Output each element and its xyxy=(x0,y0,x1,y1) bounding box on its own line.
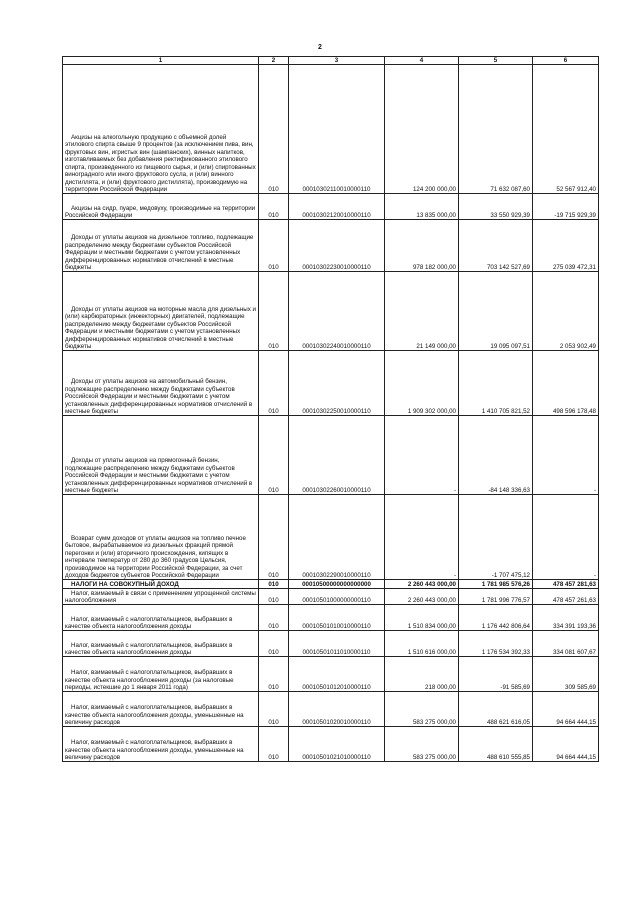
row-unexecuted-cell: -19 715 929,39 xyxy=(533,194,599,220)
row-name-cell xyxy=(63,727,259,762)
row-line-code-cell: 010 xyxy=(259,272,289,351)
header-cell-1: 1 xyxy=(63,57,259,65)
row-name-text: Налог, взимаемый с налогоплательщиков, выбравших в качестве объекта налогообложения доходы xyxy=(65,641,233,656)
row-name-cell xyxy=(63,220,259,272)
row-name-text: Возврат сумм доходов от уплаты акцизов на топливо печное бытовое, вырабатываемое из дизельных фракций прямой перегонки и (или) вторичного происхождения, кипящих в интервале температур от 280 до 360 градусов Цельсия, производимое на территории Российской Федерации, за счет доходов бюджетов субъектов Российской Федерации xyxy=(65,534,246,579)
row-executed-cell: 1 410 705 821,52 xyxy=(459,351,533,416)
row-name-cell xyxy=(63,692,259,727)
row-unexecuted-cell: 334 391 193,36 xyxy=(533,605,599,631)
row-name-cell xyxy=(63,194,259,220)
row-name-cell xyxy=(63,605,259,631)
row-approved-cell: 218 000,00 xyxy=(385,657,459,692)
row-line-code-cell: 010 xyxy=(259,220,289,272)
table-row xyxy=(63,631,599,657)
row-unexecuted-cell: 478 457 281,63 xyxy=(533,580,599,589)
row-executed-cell: 488 621 616,05 xyxy=(459,692,533,727)
table-row xyxy=(63,495,599,580)
row-name-cell xyxy=(63,495,259,580)
row-approved-cell: 1 510 834 000,00 xyxy=(385,605,459,631)
row-name-cell xyxy=(63,589,259,605)
row-budget-code-cell: 00010302250010000110 xyxy=(289,351,385,416)
row-line-code-cell: 010 xyxy=(259,727,289,762)
row-name-text: Доходы от уплаты акцизов на прямогонный бензин, подлежащие распределению между бюджетами субъектов Российской Федерации и местными бюджетами с учетом установленных дифференцированных нормативов отчислений в местные бюджеты xyxy=(65,457,253,494)
row-budget-code-cell: 00010302230010000110 xyxy=(289,220,385,272)
row-executed-cell: -91 585,69 xyxy=(459,657,533,692)
row-line-code-cell: 010 xyxy=(259,692,289,727)
row-line-code-cell: 010 xyxy=(259,495,289,580)
row-budget-code-cell: 00010501000000000110 xyxy=(289,589,385,605)
row-executed-cell: -1 707 475,12 xyxy=(459,495,533,580)
header-cell-4: 4 xyxy=(385,57,459,65)
header-cell-6: 6 xyxy=(533,57,599,65)
row-executed-cell: 1 781 996 776,57 xyxy=(459,589,533,605)
row-name-cell xyxy=(63,351,259,416)
table-row xyxy=(63,351,599,416)
row-budget-code-cell: 00010302110010000110 xyxy=(289,65,385,194)
row-name-text: Налог, взимаемый с налогоплательщиков, выбравших в качестве объекта налогообложения доходы, уменьшенные на величину расходов xyxy=(65,704,244,726)
row-budget-code-cell: 00010501020010000110 xyxy=(289,692,385,727)
row-line-code-cell: 010 xyxy=(259,194,289,220)
row-unexecuted-cell: 478 457 261,63 xyxy=(533,589,599,605)
report-table xyxy=(62,56,599,762)
row-unexecuted-cell: 94 664 444,15 xyxy=(533,727,599,762)
row-approved-cell: - xyxy=(385,495,459,580)
row-budget-code-cell: 00010302240010000110 xyxy=(289,272,385,351)
row-name-cell xyxy=(63,631,259,657)
table-row xyxy=(63,220,599,272)
row-name-text: Акцизы на алкогольную продукцию с объемной долей этилового спирта свыше 9 процентов (за исключением пива, вин, фруктовых вин, игристых вин (шампанских), винных напитков, изготавливаемых без добавления ректификованного этилового спирта, произведенного из пищевого сырья, и (или) спиртованных виноградного или иного фруктового сусла, и (или) винного дистиллята, и (или) фруктового дистиллята), производимую на территории Российской Федерации xyxy=(65,133,256,193)
row-budget-code-cell: 00010501021010000110 xyxy=(289,727,385,762)
row-executed-cell: 1 176 534 392,33 xyxy=(459,631,533,657)
table-row xyxy=(63,692,599,727)
row-name-cell xyxy=(63,580,259,589)
row-name-text: Налог, взимаемый с налогоплательщиков, выбравших в качестве объекта налогообложения доходы, уменьшенные на величину расходов xyxy=(65,739,244,761)
row-name-cell xyxy=(63,657,259,692)
row-executed-cell: 488 610 555,85 xyxy=(459,727,533,762)
row-approved-cell: 583 275 000,00 xyxy=(385,727,459,762)
table-row xyxy=(63,65,599,194)
row-name-cell xyxy=(63,65,259,194)
column-number-header xyxy=(63,57,599,65)
row-approved-cell: 124 200 000,00 xyxy=(385,65,459,194)
row-unexecuted-cell: 334 081 607,67 xyxy=(533,631,599,657)
row-approved-cell: 978 182 000,00 xyxy=(385,220,459,272)
row-unexecuted-cell: 498 596 178,48 xyxy=(533,351,599,416)
row-unexecuted-cell: 309 585,69 xyxy=(533,657,599,692)
row-unexecuted-cell: - xyxy=(533,495,599,580)
row-executed-cell: -84 148 336,63 xyxy=(459,416,533,495)
row-budget-code-cell: 00010302120010000110 xyxy=(289,194,385,220)
table-row xyxy=(63,416,599,495)
row-executed-cell: 703 142 527,69 xyxy=(459,220,533,272)
table-row xyxy=(63,580,599,589)
row-line-code-cell: 010 xyxy=(259,65,289,194)
row-name-text: Налог, взимаемый в связи с применением упрощенной системы налогообложения xyxy=(65,589,256,604)
row-approved-cell: 1 510 616 000,00 xyxy=(385,631,459,657)
table-row xyxy=(63,657,599,692)
table-row xyxy=(63,589,599,605)
row-unexecuted-cell: 2 053 902,49 xyxy=(533,272,599,351)
row-name-text: Акцизы на сидр, пуаре, медовуху, производимые на территории Российской Федерации xyxy=(65,204,256,219)
table-row xyxy=(63,605,599,631)
row-budget-code-cell: 00010302260010000110 xyxy=(289,416,385,495)
row-line-code-cell: 010 xyxy=(259,631,289,657)
row-executed-cell: 1 781 985 576,26 xyxy=(459,580,533,589)
row-executed-cell: 19 095 097,51 xyxy=(459,272,533,351)
row-name-text: НАЛОГИ НА СОВОКУПНЫЙ ДОХОД xyxy=(71,581,179,588)
row-approved-cell: 2 260 443 000,00 xyxy=(385,580,459,589)
row-budget-code-cell: 00010302290010000110 xyxy=(289,495,385,580)
row-approved-cell: 583 275 000,00 xyxy=(385,692,459,727)
row-unexecuted-cell: 52 567 912,40 xyxy=(533,65,599,194)
table-row xyxy=(63,194,599,220)
row-unexecuted-cell: 94 664 444,15 xyxy=(533,692,599,727)
row-line-code-cell: 010 xyxy=(259,580,289,589)
header-cell-5: 5 xyxy=(459,57,533,65)
row-approved-cell: - xyxy=(385,416,459,495)
row-executed-cell: 71 632 087,60 xyxy=(459,65,533,194)
row-line-code-cell: 010 xyxy=(259,657,289,692)
row-unexecuted-cell: - xyxy=(533,416,599,495)
row-approved-cell: 13 835 000,00 xyxy=(385,194,459,220)
row-budget-code-cell: 00010501011010000110 xyxy=(289,631,385,657)
row-approved-cell: 21 149 000,00 xyxy=(385,272,459,351)
row-name-text: Доходы от уплаты акцизов на автомобильный бензин, подлежащие распределению между бюджетами субъектов Российской Федерации и местными бюджетами с учетом установленных дифференцированных нормативов отчислений в местные бюджеты xyxy=(65,378,253,415)
row-name-text: Налог, взимаемый с налогоплательщиков, выбравших в качестве объекта налогообложения доходы xyxy=(65,615,233,630)
row-executed-cell: 33 550 929,39 xyxy=(459,194,533,220)
row-unexecuted-cell: 275 039 472,31 xyxy=(533,220,599,272)
row-budget-code-cell: 00010501012010000110 xyxy=(289,657,385,692)
row-name-text: Налог, взимаемый с налогоплательщиков, выбравших в качестве объекта налогообложения доходы (за налоговые периоды, истекшие до 1 января 2011 года) xyxy=(65,669,234,691)
row-name-text: Доходы от уплаты акцизов на дизельное топливо, подлежащие распределению между бюджетами субъектов Российской Федерации и местными бюджетами с учетом установленных дифференцированных нормативов отчислений в местные бюджеты xyxy=(65,234,254,271)
row-approved-cell: 1 909 302 000,00 xyxy=(385,351,459,416)
row-name-text: Доходы от уплаты акцизов на моторные масла для дизельных и (или) карбюраторных (инжекторных) двигателей, подлежащие распределению между бюджетами субъектов Российской Федерации и местными бюджетами с учетом установленных дифференцированных нормативов отчислений в местные бюджеты xyxy=(65,305,257,350)
row-line-code-cell: 010 xyxy=(259,351,289,416)
row-line-code-cell: 010 xyxy=(259,416,289,495)
row-name-cell xyxy=(63,272,259,351)
row-executed-cell: 1 176 442 806,64 xyxy=(459,605,533,631)
row-line-code-cell: 010 xyxy=(259,589,289,605)
row-budget-code-cell: 00010501010010000110 xyxy=(289,605,385,631)
page-number: 2 xyxy=(318,44,322,51)
header-cell-3: 3 xyxy=(289,57,385,65)
row-name-cell xyxy=(63,416,259,495)
header-cell-2: 2 xyxy=(259,57,289,65)
row-line-code-cell: 010 xyxy=(259,605,289,631)
row-budget-code-cell: 00010500000000000000 xyxy=(289,580,385,589)
row-approved-cell: 2 260 443 000,00 xyxy=(385,589,459,605)
report-table-body xyxy=(63,57,599,762)
table-row xyxy=(63,272,599,351)
table-row xyxy=(63,727,599,762)
